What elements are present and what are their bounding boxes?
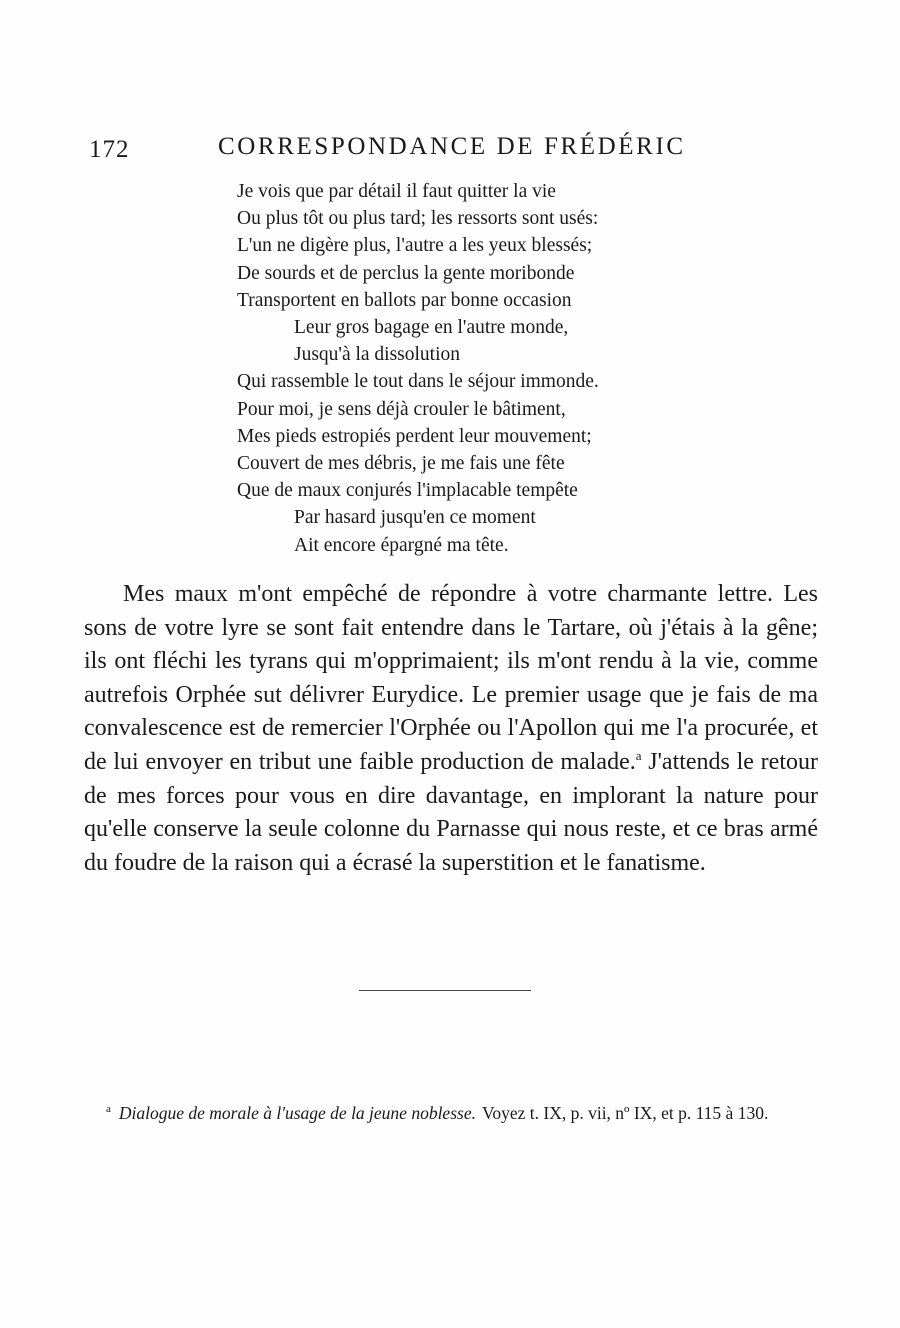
poem-line: Qui rassemble le tout dans le séjour immonde. <box>237 371 599 393</box>
prose-text-part1: Mes maux m'ont empêché de répondre à votre charmante lettre. Les sons de votre lyre se sont fait entendre dans le Tartare, où j'étais à la gêne; ils ont fléchi les tyrans qui m'opprimaient; ils m'ont rendu à la vie, comme autrefois Orphée sut délivrer Eurydice. Le premier usage que je fais de ma convalescence est de remercier l'Orphée ou l'Apollon qui me l'a procurée, et de lui envoyer en tribut une faible production de malade. <box>84 581 818 775</box>
footnote-text: Voyez t. IX, p. vii, nº IX, et p. 115 à 130. <box>481 1103 769 1123</box>
poem-line: De sourds et de perclus la gente moribonde <box>237 262 575 284</box>
footnote-marker: a <box>106 1103 111 1116</box>
poem-line: Que de maux conjurés l'implacable tempête <box>237 480 578 502</box>
footnote-reference: a <box>635 747 642 763</box>
prose-text-part2: J'attends le retour de mes forces pour vous en dire davantage, en implorant la nature pour qu'elle conserve la seule colonne du Parnasse qui nous reste, et ce bras armé du foudre de la raison qui a écrasé la superstition et le fanatisme. <box>84 748 818 876</box>
page-number: 172 <box>89 136 130 163</box>
footnote <box>84 1101 818 1126</box>
poem-line: Pour moi, je sens déjà crouler le bâtiment, <box>237 398 566 420</box>
prose-paragraph <box>84 578 818 880</box>
poem-line: Ou plus tôt ou plus tard; les ressorts sont usés: <box>237 208 599 230</box>
poem-line: L'un ne digère plus, l'autre a les yeux blessés; <box>237 235 593 257</box>
poem-line: Mes pieds estropiés perdent leur mouvement; <box>237 425 592 447</box>
poem-line: Jusqu'à la dissolution <box>294 344 461 366</box>
poem-line: Leur gros bagage en l'autre monde, <box>294 317 569 339</box>
section-rule <box>359 990 531 991</box>
poem-line: Transportent en ballots par bonne occasion <box>237 289 572 311</box>
poem-line: Ait encore épargné ma tête. <box>294 534 509 556</box>
poem <box>237 178 707 559</box>
running-head: CORRESPONDANCE DE FRÉDÉRIC <box>218 133 686 160</box>
poem-line: Par hasard jusqu'en ce moment <box>294 507 536 529</box>
poem-line: Je vois que par détail il faut quitter la vie <box>237 181 556 202</box>
poem-line: Couvert de mes débris, je me fais une fête <box>237 453 565 475</box>
footnote-title: Dialogue de morale à l'usage de la jeune noblesse. <box>118 1103 476 1123</box>
